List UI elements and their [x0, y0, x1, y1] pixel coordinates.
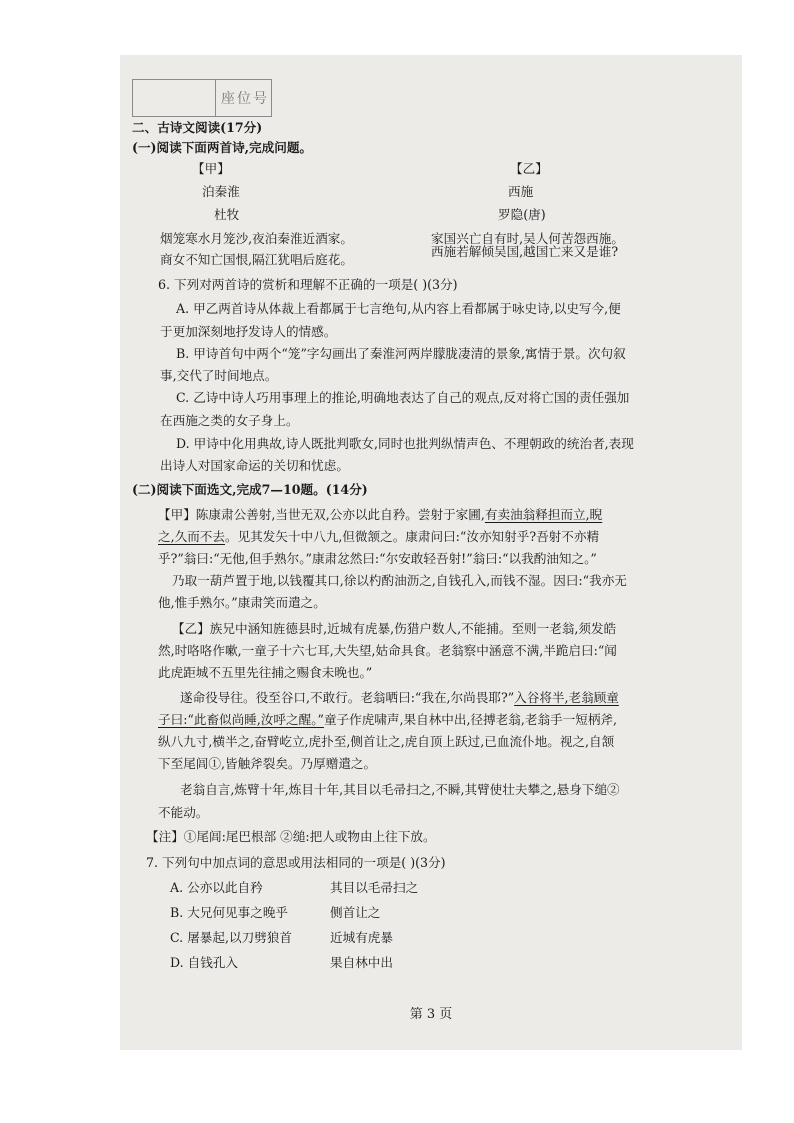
- poem-jia-tag: 【甲】: [192, 161, 230, 176]
- question-6-option-b-line-2: 事,交代了时间地点。: [160, 368, 278, 383]
- passage-yi-line-5: [158, 711, 617, 729]
- passage-jia-line-2-text: 。见其发矢十中八九,但微颔之。康肃问曰:“汝亦知射乎?吾射不亦精: [224, 529, 600, 544]
- passage-jia-line-2: [158, 528, 599, 546]
- question-6-option-d-line-1: D. 甲诗中化用典故,诗人既批判歌女,同时也批判纵情声色、不理朝政的统治者,表现: [176, 436, 634, 451]
- passage-jia-line-5: 他,惟手熟尔。”康肃笑而遣之。: [158, 595, 326, 610]
- question-6-option-c-line-2: 在西施之类的女子身上。: [160, 413, 299, 428]
- poem-yi-tag: 【乙】: [510, 161, 548, 176]
- poem-yi-title: 西施: [508, 184, 534, 199]
- underlined-sentence-1b: 之,久而不去: [158, 529, 225, 544]
- subsection-heading-prose: (二)阅读下面选文,完成7—10题。(14分): [132, 482, 368, 497]
- passage-yi-line-7: 下至尾闾①,皆触斧裂矣。乃厚赠遣之。: [158, 756, 377, 771]
- passage-yi-line-9: 不能动。: [158, 805, 209, 820]
- underlined-sentence-2b: 子曰:“此畜似尚睡,汝呼之醒。”: [158, 712, 324, 727]
- passage-yi-line-1: 【乙】族兄中涵知旌德县时,近城有虎暴,伤猎户数人,不能捕。至则一老翁,须发皓: [172, 621, 617, 636]
- passage-yi-line-2: 然,时咯咯作嗽,一童子十六七耳,大失望,姑命具食。老翁察中涵意不满,半跪启曰:“闻: [158, 643, 617, 658]
- poem-jia-line-2: 商女不知亡国恨,隔江犹唱后庭花。: [160, 252, 353, 267]
- question-6-option-a-line-1: A. 甲乙两首诗从体裁上看都属于七言绝句,从内容上看都属于咏史诗,以史写今,便: [176, 301, 621, 316]
- question-7-option-b-compare: 侧首让之: [330, 905, 381, 920]
- question-6-option-d-line-2: 出诗人对国家命运的关切和忧虑。: [160, 458, 349, 473]
- passage-yi-line-5-text: 童子作虎啸声,果自林中出,径搏老翁,老翁手一短柄斧,: [323, 712, 618, 727]
- question-7-option-d-compare: 果自林中出: [330, 955, 393, 970]
- question-7-option-a-compare: 其目以毛帚扫之: [330, 880, 419, 895]
- underlined-sentence-1a: 有卖油翁释担而立,睨: [484, 507, 603, 522]
- exam-paper-page: [120, 55, 742, 1050]
- question-7-option-c: C. 屠暴起,以刀劈狼首: [170, 930, 292, 945]
- poem-yi-line-2: 西施若解倾吴国,越国亡来又是谁?: [431, 244, 619, 259]
- seat-number-box: [132, 79, 272, 117]
- question-7-option-a: A. 公亦以此自矜: [170, 880, 263, 895]
- section-heading: 二、古诗文阅读(17分): [132, 120, 263, 135]
- poem-yi-author: 罗隐(唐): [498, 207, 546, 222]
- poem-jia-line-1: 烟笼寒水月笼沙,夜泊秦淮近酒家。: [160, 231, 353, 246]
- passage-yi-line-3: 此虎距城不五里先往捕之赐食未晚也。”: [158, 665, 373, 680]
- question-6-option-a-line-2: 于更加深刻地抒发诗人的情感。: [160, 324, 337, 339]
- question-7-stem: 7. 下列句中加点词的意思或用法相同的一项是( )(3分): [146, 855, 446, 870]
- annotation-note: 【注】①尾闾:尾巴根部 ②缒:把人或物由上往下放。: [146, 829, 436, 844]
- page-number: 第 3 页: [409, 1007, 453, 1022]
- seat-number-blank[interactable]: [133, 80, 216, 116]
- passage-yi-line-8: 老翁自言,炼臂十年,炼目十年,其目以毛帚扫之,不瞬,其臂使壮夫攀之,悬身下缒②: [180, 782, 620, 797]
- passage-yi-line-4-text: 遂命役导往。役至谷口,不敢行。老翁哂曰:“我在,尔尚畏耶?”: [180, 690, 515, 705]
- poem-yi-line-1: 家国兴亡自有时,吴人何苦怨西施。: [431, 231, 624, 246]
- underlined-sentence-2a: 入谷将半,老翁顾童: [514, 690, 619, 705]
- poem-jia-title: 泊秦淮: [202, 184, 240, 199]
- question-6-stem: 6. 下列对两首诗的赏析和理解不正确的一项是( )(3分): [158, 277, 458, 292]
- passage-jia-line-4: 乃取一葫芦置于地,以钱覆其口,徐以杓酌油沥之,自钱孔入,而钱不湿。因曰:“我亦无: [172, 573, 627, 588]
- passage-jia-line-3: 乎?”翁曰:“无他,但手熟尔。”康肃忿然曰:“尔安敢轻吾射!”翁曰:“以我酌油知之。”: [158, 551, 597, 566]
- question-6-option-c-line-1: C. 乙诗中诗人巧用事理上的推论,明确地表达了自己的观点,反对将亡国的责任强加: [176, 390, 630, 405]
- passage-yi-line-6: 纵八九寸,横半之,奋臂屹立,虎扑至,侧首让之,虎自顶上跃过,已血流仆地。视之,自颔: [158, 734, 615, 749]
- question-7-option-c-compare: 近城有虎暴: [330, 930, 393, 945]
- passage-yi-line-4: [180, 689, 619, 707]
- seat-number-label: 座位号: [221, 91, 269, 107]
- subsection-heading-poems: (一)阅读下面两首诗,完成问题。: [132, 140, 313, 155]
- question-7-option-b: B. 大兄何见事之晚乎: [170, 905, 289, 920]
- passage-jia-line-1-text: 【甲】陈康肃公善射,当世无双,公亦以此自矜。尝射于家圃,: [158, 507, 485, 522]
- passage-jia-line-1: [158, 506, 602, 524]
- question-7-option-d: D. 自钱孔入: [170, 955, 239, 970]
- question-6-option-b-line-1: B. 甲诗首句中两个“笼”字勾画出了秦淮河两岸朦胧凄清的景象,寓情于景。次句叙: [176, 346, 626, 361]
- poem-jia-author: 杜牧: [214, 207, 240, 222]
